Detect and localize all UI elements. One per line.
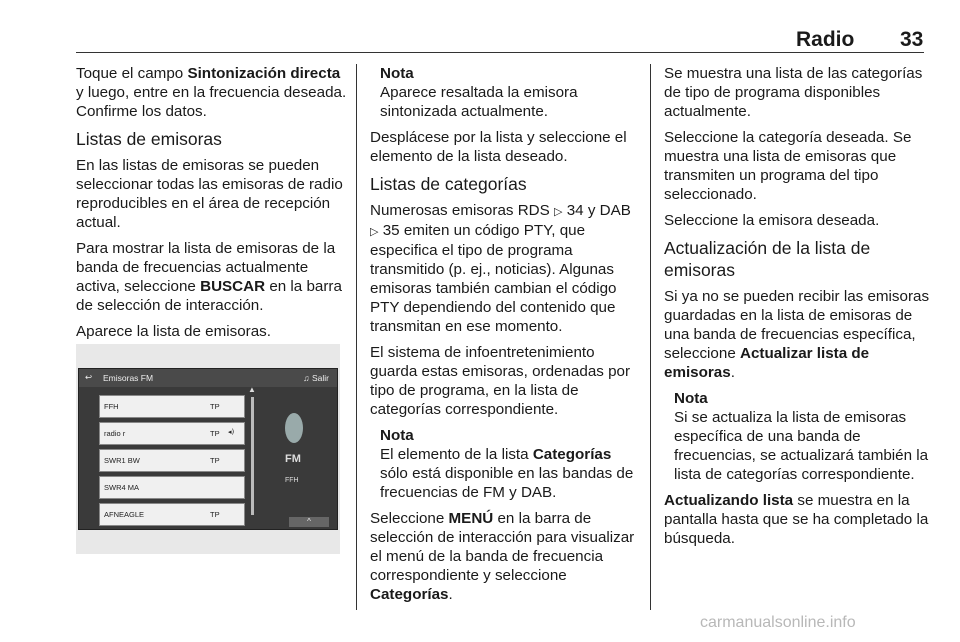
paragraph: En las listas de emisoras se pueden seleccionar todas las emisoras de radio reproducibles en el área de recepción actual. — [76, 157, 343, 231]
paragraph: Desplácese por la lista y seleccione el elemento de la lista deseado. — [370, 129, 627, 165]
paragraph: Seleccione la categoría deseada. Se muestra una lista de emisoras que transmiten un programa del tipo seleccionado. — [664, 129, 912, 203]
heading-category-lists: Listas de categorías — [370, 174, 527, 194]
page-number: 33 — [900, 28, 924, 51]
column-1 — [76, 64, 348, 348]
station-list-screenshot — [76, 344, 340, 554]
paragraph: Si ya no se pueden recibir las emisoras guardadas en la lista de emisoras de una banda de frecuencias específica, seleccione Actualizar lista de emisoras. — [664, 288, 930, 381]
paragraph: Seleccione MENÚ en la barra de selección de interacción para visualizar el menú de la banda de frecuencia correspondiente y seleccione Categorías. — [370, 510, 635, 603]
watermark: carmanualsonline.info — [700, 614, 856, 631]
page-ref-icon: ▷ — [554, 205, 563, 218]
paragraph: Aparece la lista de emisoras. — [76, 323, 271, 340]
header-divider — [76, 52, 924, 53]
column-divider — [650, 64, 651, 610]
station-list — [99, 395, 245, 530]
list-item: FFH TP — [99, 395, 245, 418]
band-label: FM — [285, 453, 301, 465]
note: Nota Aparece resaltada la emisora sintonizada actualmente. — [380, 65, 578, 120]
screen-title-bar — [79, 369, 337, 387]
antenna-icon — [285, 413, 303, 443]
now-playing-panel — [271, 413, 331, 513]
heading-station-lists: Listas de emisoras — [76, 129, 222, 149]
paragraph: Se muestra una lista de las categorías de tipo de programa disponibles actualmente. — [664, 65, 923, 120]
list-item: SWR4 MA — [99, 476, 245, 499]
paragraph: Seleccione la emisora deseada. — [664, 212, 880, 229]
page-ref-icon: ▷ — [370, 225, 379, 238]
paragraph: Para mostrar la lista de emisoras de la banda de frecuencias actualmente activa, seleccione BUSCAR en la barra de selección de interacción. — [76, 240, 342, 314]
list-item: radio r TP ◂) — [99, 422, 245, 445]
column-3 — [664, 64, 930, 555]
list-item: AFNEAGLE TP — [99, 503, 245, 526]
paragraph: Actualizando lista se muestra en la pantalla hasta que se ha completado la búsqueda. — [664, 492, 929, 547]
note: Nota El elemento de la lista Categorías sólo está disponible en las bandas de frecuencias de FM y DAB. — [380, 427, 634, 501]
paragraph: El sistema de infoentretenimiento guarda estas emisoras, ordenadas por tipo de programa, en la lista de categorías correspondiente. — [370, 344, 631, 418]
screen-title: Emisoras FM — [103, 373, 154, 383]
chevron-up-icon: ^ — [289, 517, 329, 527]
speaker-icon: ◂) — [228, 428, 235, 436]
paragraph: Numerosas emisoras RDS ▷ 34 y DAB ▷ 35 emiten un código PTY, que especifica el tipo de programa transmitido (p. ej., noticias). Algunas emisoras también cambian el código PTY dependiendo del contenido que transmitan en ese momento. — [370, 202, 631, 335]
note: Nota Si se actualiza la lista de emisoras específica de una banda de frecuencias, se actualizará también la lista de categorías correspondiente. — [674, 390, 929, 483]
list-item: SWR1 BW TP — [99, 449, 245, 472]
column-divider — [356, 64, 357, 610]
station-label: FFH — [285, 477, 299, 484]
paragraph: Toque el campo Sintonización directa y luego, entre en la frecuencia deseada. Confirme los datos. — [76, 65, 347, 120]
infotainment-screen — [78, 368, 338, 530]
scrollbar — [251, 397, 254, 515]
back-icon: ↩ — [85, 372, 93, 382]
scroll-up-icon: ▲ — [248, 385, 256, 394]
section-title: Radio — [796, 28, 855, 51]
heading-update-list: Actualización de la lista de emisoras — [664, 238, 871, 280]
exit-label: ♫ Salir — [303, 373, 329, 383]
column-2 — [370, 64, 636, 611]
